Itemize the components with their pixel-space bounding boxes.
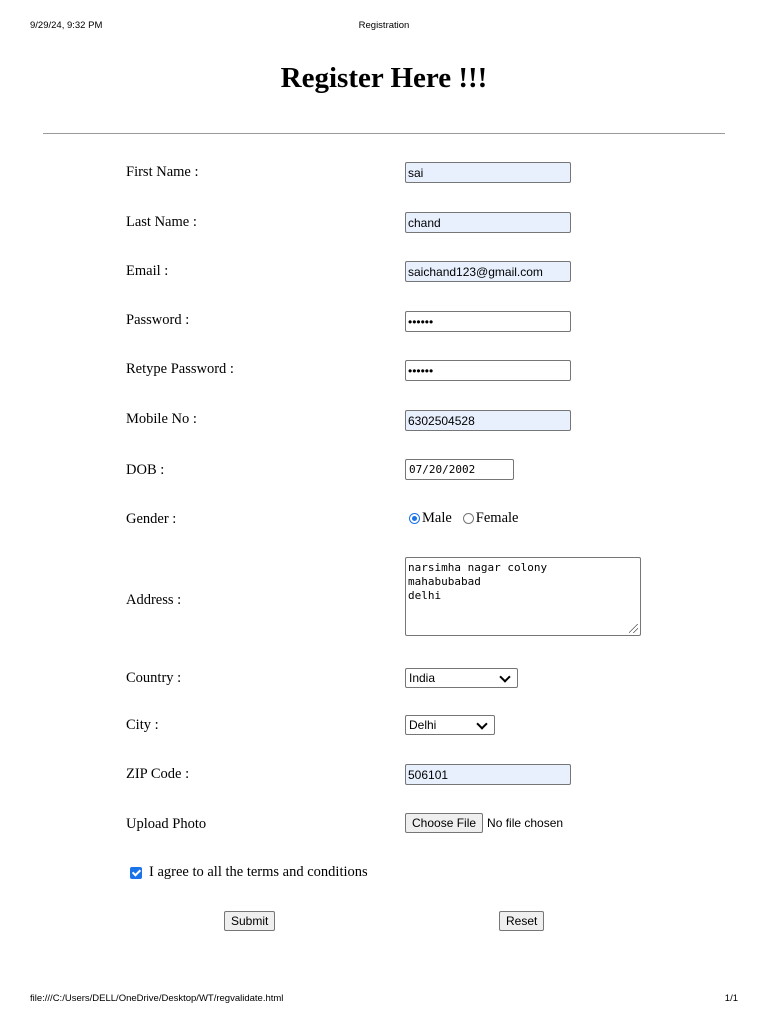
retype-password-input[interactable] [405, 360, 571, 381]
print-page-title: Registration [358, 20, 410, 31]
country-selected-value: India [409, 671, 436, 685]
file-status: No file chosen [487, 816, 564, 830]
gender-female-radio[interactable] [463, 513, 474, 524]
email-label: Email : [126, 263, 169, 279]
password-input[interactable] [405, 311, 571, 332]
last-name-label: Last Name : [126, 214, 197, 230]
password-label: Password : [126, 312, 190, 328]
resize-grip-icon[interactable] [629, 624, 638, 633]
gender-options [406, 510, 526, 527]
dob-label: DOB : [126, 462, 165, 478]
country-select[interactable] [405, 668, 518, 688]
upload-photo-label: Upload Photo [126, 816, 207, 832]
print-page-count: 1/1 [724, 993, 738, 1004]
reset-button[interactable]: Reset [499, 911, 544, 931]
mobile-label: Mobile No : [126, 411, 197, 427]
agree-row [130, 864, 368, 881]
gender-male-label[interactable]: Male [422, 510, 452, 526]
address-textarea[interactable] [405, 557, 641, 636]
address-label: Address : [126, 592, 182, 608]
city-selected-value: Delhi [409, 718, 437, 732]
last-name-input[interactable] [405, 212, 571, 233]
dob-input[interactable]: 07/20/2002 [405, 459, 514, 480]
choose-file-button[interactable]: Choose File [405, 813, 483, 833]
submit-button[interactable]: Submit [224, 911, 275, 931]
address-text: narsimha nagar colony mahabubabad delhi [408, 561, 548, 602]
city-select[interactable] [405, 715, 495, 735]
agree-label[interactable]: I agree to all the terms and conditions [149, 864, 368, 880]
print-footer [0, 993, 768, 1007]
horizontal-rule [43, 133, 725, 134]
agree-checkbox[interactable] [130, 867, 142, 879]
mobile-input[interactable] [405, 410, 571, 431]
retype-password-label: Retype Password : [126, 361, 234, 377]
gender-male-radio[interactable] [409, 513, 420, 524]
city-label: City : [126, 717, 159, 733]
zip-input[interactable] [405, 764, 571, 785]
first-name-label: First Name : [126, 164, 199, 180]
chevron-down-icon [476, 718, 487, 729]
chevron-down-icon [499, 671, 510, 682]
print-header [0, 20, 768, 34]
page-title: Register Here !!! [280, 62, 488, 94]
first-name-input[interactable] [405, 162, 571, 183]
zip-label: ZIP Code : [126, 766, 190, 782]
country-label: Country : [126, 670, 182, 686]
gender-female-label[interactable]: Female [475, 510, 519, 526]
print-datetime: 9/29/24, 9:32 PM [30, 20, 103, 31]
print-url: file:///C:/Users/DELL/OneDrive/Desktop/WT/regvalidate.html [30, 993, 284, 1004]
email-input[interactable] [405, 261, 571, 282]
gender-label: Gender : [126, 511, 177, 527]
